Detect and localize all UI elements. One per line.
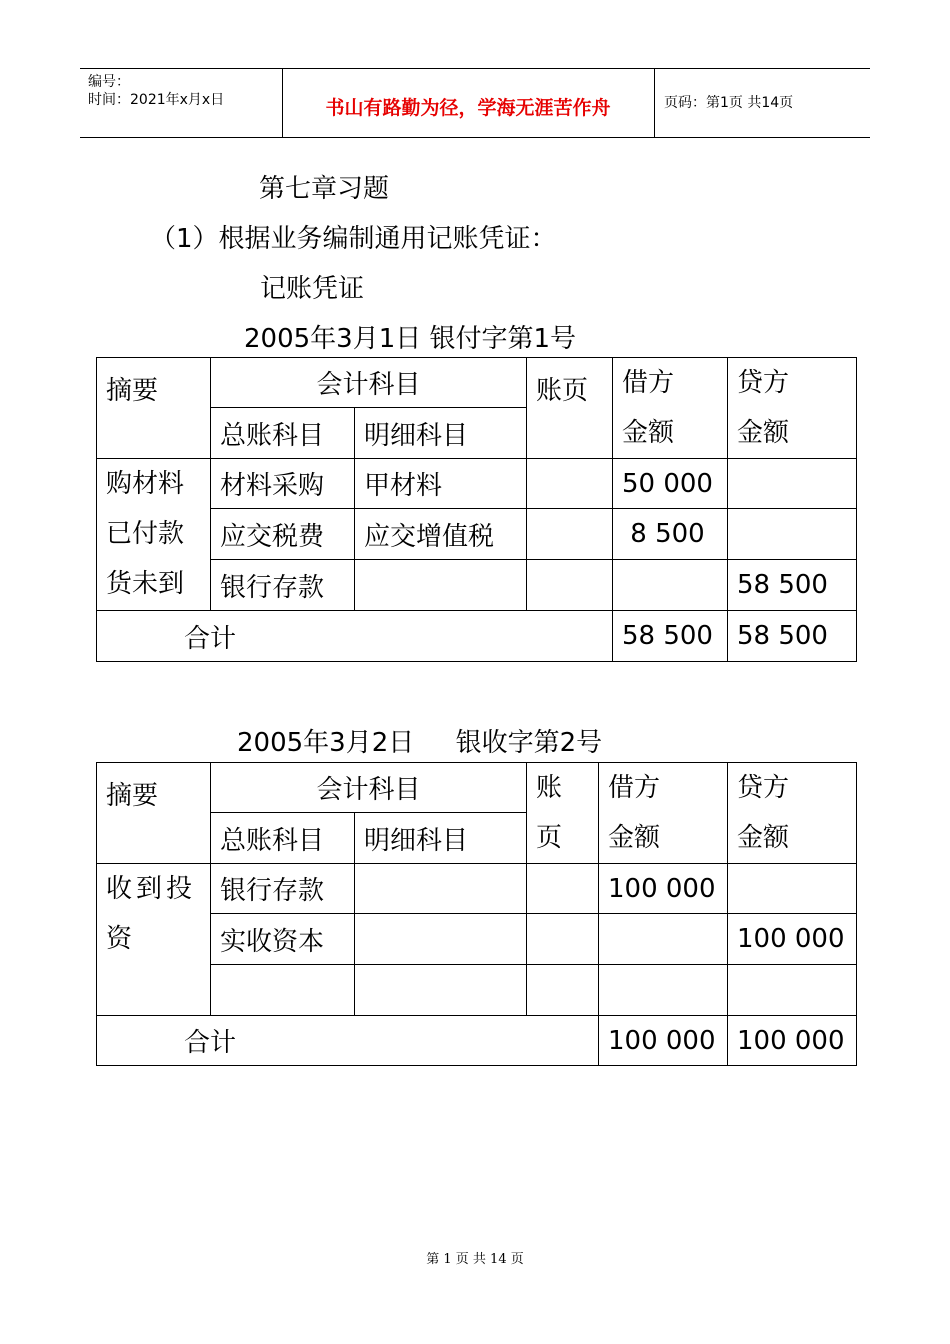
detail-subject — [355, 914, 527, 965]
ledger-cell — [527, 965, 599, 1016]
debit-header: 借方 金额 — [613, 358, 728, 459]
credit-header: 贷方 金额 — [728, 358, 857, 459]
summary-cell: 收到投 资 — [97, 864, 211, 1016]
ledger-header: 账 页 — [527, 763, 599, 864]
detail-subject-header: 明细科目 — [355, 813, 527, 864]
debit-amount: 100 000 — [599, 864, 728, 914]
voucher2-caption: 2005年3月2日 银收字第2号 — [237, 728, 603, 758]
ledger-header: 账页 — [527, 358, 613, 459]
credit-amount — [728, 459, 857, 509]
table-row — [97, 459, 857, 509]
total-label: 合计 — [97, 1016, 599, 1066]
credit-amount — [728, 965, 857, 1016]
debit-amount — [613, 560, 728, 611]
subject-header: 会计科目 — [211, 763, 527, 813]
credit-amount — [728, 864, 857, 914]
summary-header: 摘要 — [97, 763, 211, 864]
general-subject: 应交税费 — [211, 509, 355, 560]
credit-amount — [728, 509, 857, 560]
chapter-title: 第七章习题 — [259, 174, 390, 204]
header-meta — [80, 69, 283, 137]
summary-cell: 购材料 已付款 货未到 — [97, 459, 211, 611]
ledger-cell — [527, 459, 613, 509]
debit-amount: 50 000 — [613, 459, 728, 509]
subject-header: 会计科目 — [211, 358, 527, 408]
detail-subject: 甲材料 — [355, 459, 527, 509]
total-row — [97, 1016, 857, 1066]
detail-subject — [355, 965, 527, 1016]
table-header-row — [97, 763, 857, 813]
ledger-cell — [527, 914, 599, 965]
debit-header: 借方 金额 — [599, 763, 728, 864]
voucher1-caption: 2005年3月1日 银付字第1号 — [244, 324, 577, 354]
page-info: 页码：第1页 共14页 — [664, 95, 794, 111]
debit-amount: 8 500 — [613, 509, 728, 560]
total-credit: 58 500 — [728, 611, 857, 662]
ledger-cell — [527, 560, 613, 611]
debit-amount — [599, 914, 728, 965]
page-header — [80, 68, 870, 138]
general-subject-header: 总账科目 — [211, 813, 355, 864]
table-header-row — [97, 358, 857, 408]
voucher-title: 记账凭证 — [260, 274, 365, 304]
voucher2-table — [96, 762, 857, 1066]
header-motto-cell — [282, 69, 655, 137]
table-row — [97, 965, 857, 1016]
general-subject: 材料采购 — [211, 459, 355, 509]
debit-amount — [599, 965, 728, 1016]
credit-amount: 58 500 — [728, 560, 857, 611]
detail-subject — [355, 560, 527, 611]
voucher1-table — [96, 357, 857, 662]
table-row — [97, 509, 857, 560]
table-row — [97, 560, 857, 611]
detail-subject-header: 明细科目 — [355, 408, 527, 459]
total-debit: 58 500 — [613, 611, 728, 662]
general-subject — [211, 965, 355, 1016]
ledger-cell — [527, 509, 613, 560]
general-subject: 银行存款 — [211, 864, 355, 914]
table-row — [97, 914, 857, 965]
summary-header: 摘要 — [97, 358, 211, 459]
ledger-cell — [527, 864, 599, 914]
credit-amount: 100 000 — [728, 914, 857, 965]
credit-header: 贷方 金额 — [728, 763, 857, 864]
question-text: （1）根据业务编制通用记账凭证： — [150, 224, 557, 254]
general-subject-header: 总账科目 — [211, 408, 355, 459]
header-page-cell — [654, 69, 870, 137]
total-credit: 100 000 — [728, 1016, 857, 1066]
number-label: 编号： — [88, 74, 130, 90]
total-label: 合计 — [97, 611, 613, 662]
page-footer: 第 1 页 共 14 页 — [426, 1252, 524, 1267]
time-label: 时间：2021年x月x日 — [88, 92, 225, 108]
total-row — [97, 611, 857, 662]
table-row — [97, 864, 857, 914]
detail-subject: 应交增值税 — [355, 509, 527, 560]
detail-subject — [355, 864, 527, 914]
motto: 书山有路勤为径，学海无涯苦作舟 — [325, 97, 611, 119]
general-subject: 银行存款 — [211, 560, 355, 611]
general-subject: 实收资本 — [211, 914, 355, 965]
total-debit: 100 000 — [599, 1016, 728, 1066]
